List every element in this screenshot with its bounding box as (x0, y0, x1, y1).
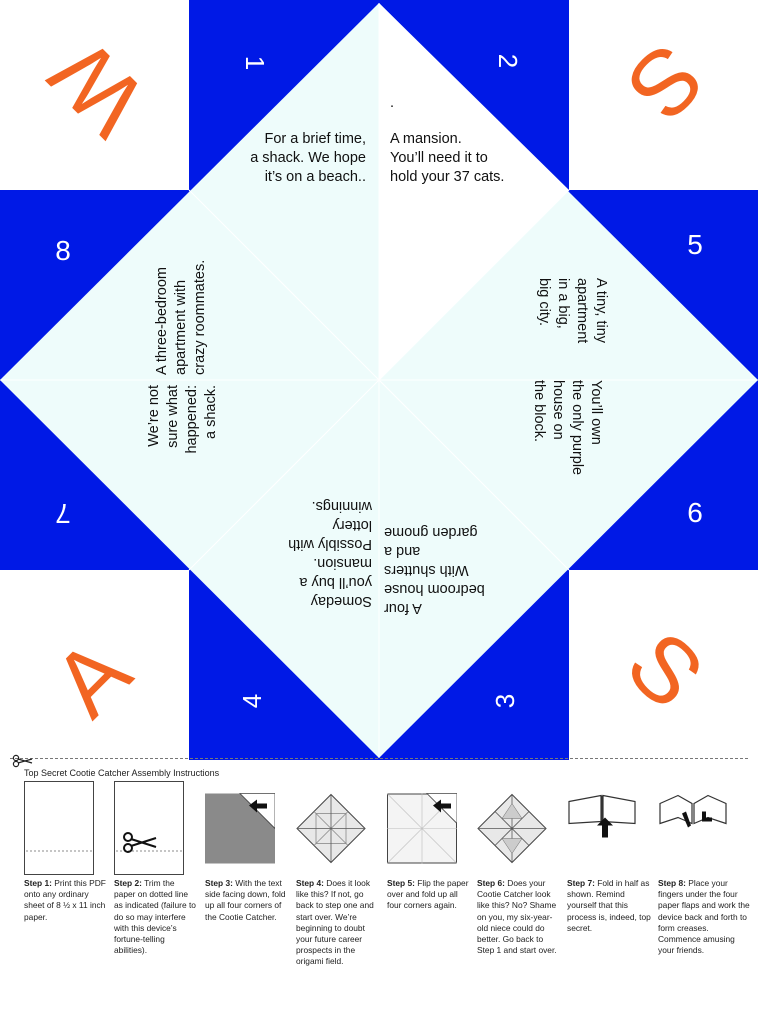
number-6: 6 (687, 497, 703, 528)
step-8-illustration (658, 781, 728, 876)
number-5: 5 (687, 229, 703, 260)
step-1-text: Step 1: Print this PDF onto any ordinary sheet of 8 ½ x 11 inch paper. (24, 878, 106, 922)
corner-letter-bottom-left: A (34, 620, 150, 736)
fortune-1: For a brief time, a shack. We hope it’s on a beach.. (250, 131, 366, 185)
instructions-title: Top Secret Cootie Catcher Assembly Instructions (24, 768, 220, 778)
step-5-illustration (387, 781, 457, 876)
fortune-3: A four bedroom house With shutters and a garden gnome (384, 524, 485, 616)
dotted-cut-line (10, 758, 748, 759)
step-4-illustration (296, 781, 366, 876)
fortune-2-dot: . (390, 95, 395, 111)
step-7-text: Step 7: Fold in half as shown. Remind yourself that this process is, indeed, top secret. (567, 878, 651, 933)
step-2-text: Step 2: Trim the paper on dotted line as indicated (failure to do so may interfere with this device’s fortune-telling abilities). (114, 878, 196, 956)
step-4-text: Step 4: Does it look like this? If not, go back to step one and start over. We’re beginning to doubt your future career prospects in the origami field. (296, 878, 374, 967)
fortune-5: A tiny, tiny apartment in a big, big city. (536, 278, 609, 344)
number-7: 7 (55, 498, 71, 529)
fortune-6: You’ll own the only purple house on the block. (531, 380, 604, 476)
corner-letter-bottom-right: S (607, 612, 723, 728)
step-1-illustration (24, 781, 94, 876)
step-7-illustration (567, 781, 637, 876)
fortune-2: A mansion. You’ll need it to hold your 37 cats. (390, 131, 505, 185)
fortune-4: Someday you’ll buy a mansion. Possibly with lottery winnings. (288, 498, 372, 609)
step-5-text: Step 5: Flip the paper over and fold up all four corners again. (387, 878, 469, 911)
corner-letter-top-left: W (31, 21, 165, 155)
step-3-text: Step 3: With the text side facing down, fold up all four corners of the Cootie Catcher. (205, 878, 286, 922)
number-8: 8 (55, 235, 71, 266)
fortune-7: We’re not sure what happened: a shack. (146, 385, 219, 454)
number-4: 4 (237, 693, 267, 709)
step-6-illustration (477, 781, 547, 876)
step-2-illustration (114, 781, 184, 876)
corner-letter-top-right: S (607, 24, 723, 140)
scissors-icon (12, 754, 34, 768)
step-3-illustration (205, 781, 275, 876)
number-1: 1 (240, 55, 270, 71)
step-6-text: Step 6: Does your Cootie Catcher look like this? No? Shame on you, my six-year-old niece could do better. Go back to Step 1 and start over. (477, 878, 557, 956)
number-2: 2 (493, 53, 523, 69)
step-8-text: Step 8: Place your fingers under the four paper flaps and work the device back and forth to form creases. Commence amusing your friends. (658, 878, 750, 956)
number-3: 3 (490, 693, 520, 709)
fortune-8: A three-bedroom apartment with crazy roommates. (154, 259, 208, 375)
